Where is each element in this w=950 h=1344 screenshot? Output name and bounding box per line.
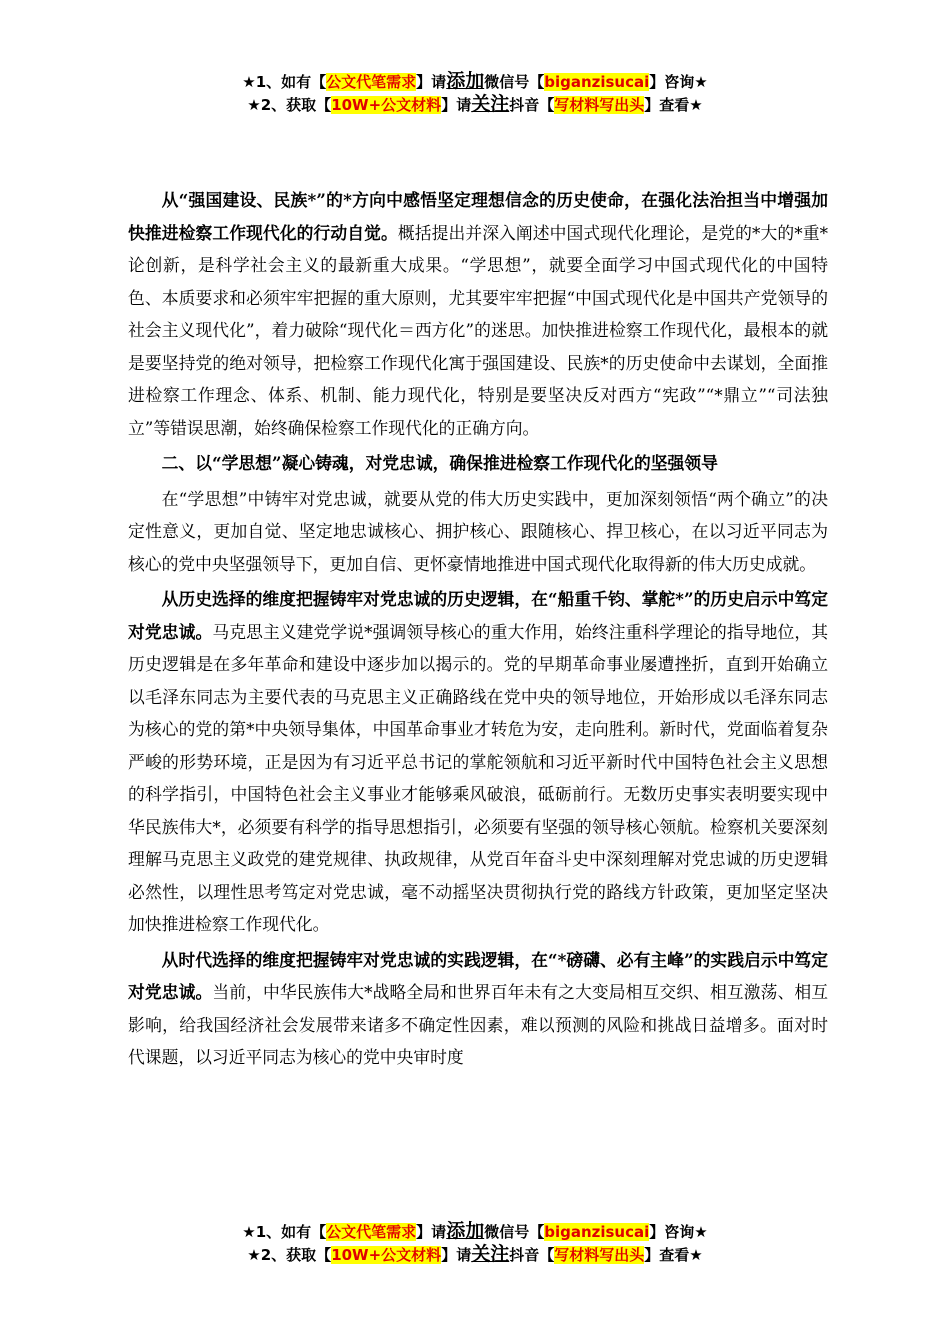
banner-text: ★1、如有【 [242,1223,327,1241]
highlight-materials: 10W+公文材料 [331,96,442,114]
banner-text: 】请 [416,73,447,91]
paragraph-text: 当前，中华民族伟大*战略全局和世界百年未有之大变局相互交织、相互激荡、相互影响，给我国经济社会发展带来诸多不确定性因素，难以预测的风险和挑战日益增多。面对时代课题，以习近平同志为核心的党中央审时度 [128,982,828,1067]
banner-line-2 [0,93,950,116]
paragraph [128,944,828,1074]
paragraph [128,583,828,941]
banner-text: 】请 [441,1246,472,1264]
banner-emphasis: 添加 [446,70,485,92]
paragraph-lead: 从“强国建设、民族*”的*方向中感悟坚定理想信念的历史使命，在强化法治担当中增强加快推进检察工作现代化的行动自觉。 [128,190,828,243]
footer-banner [0,1220,950,1266]
paragraph [128,483,828,581]
banner-line-2 [0,1243,950,1266]
banner-text: 】查看★ [644,1246,703,1264]
banner-text: 】查看★ [644,96,703,114]
paragraph-text: 在“学思想”中铸牢对党忠诚，就要从党的伟大历史实践中，更加深刻领悟“两个确立”的决定性意义，更加自觉、坚定地忠诚核心、拥护核心、跟随核心、捍卫核心，在以习近平同志为核心的党中央坚强领导下，更加自信、更怀豪情地推进中国式现代化取得新的伟大历史成就。 [128,488,828,574]
banner-text: 】咨询★ [649,73,708,91]
header-banner [0,70,950,116]
banner-text: 】咨询★ [649,1223,708,1241]
document-body [128,184,828,1074]
highlight-service: 公文代笔需求 [326,73,417,91]
paragraph-lead: 从历史选择的维度把握铸牢对党忠诚的历史逻辑，在“船重千钧、掌舵*”的历史启示中笃定对党忠诚。 [128,589,828,642]
highlight-service: 公文代笔需求 [326,1223,417,1241]
highlight-douyin: 写材料写出头 [554,1246,645,1264]
banner-text: 抖音【 [509,1246,555,1264]
paragraph-lead: 从时代选择的维度把握铸牢对党忠诚的实践逻辑，在“*磅礴、必有主峰”的实践启示中笃定对党忠诚。 [128,949,828,1002]
banner-text: 】请 [416,1223,447,1241]
highlight-materials: 10W+公文材料 [331,1246,442,1264]
banner-text: 】请 [441,96,472,114]
highlight-wechat-id: biganzisucai [544,1223,650,1241]
highlight-douyin: 写材料写出头 [554,96,645,114]
banner-emphasis: 关注 [471,1243,510,1265]
banner-text: ★2、获取【 [247,96,332,114]
banner-text: ★2、获取【 [247,1246,332,1264]
banner-emphasis: 关注 [471,93,510,115]
banner-emphasis: 添加 [446,1220,485,1242]
banner-text: ★1、如有【 [242,73,327,91]
banner-text: 微信号【 [484,1223,545,1241]
highlight-wechat-id: biganzisucai [544,73,650,91]
banner-line-1 [0,1220,950,1243]
paragraph [128,184,828,444]
banner-text: 抖音【 [509,96,555,114]
banner-line-1 [0,70,950,93]
paragraph-text: 马克思主义建党学说*强调领导核心的重大作用，始终注重科学理论的指导地位，其历史逻辑是在多年革命和建设中逐步加以揭示的。党的早期革命事业屡遭挫折，直到开始确立以毛泽东同志为主要代表的马克思主义正确路线在党中央的领导地位，开始形成以毛泽东同志为核心的党的第*中央领导集体，中国革命事业才转危为安，走向胜利。新时代，党面临着复杂严峻的形势环境，正是因为有习近平总书记的掌舵领航和习近平新时代中国特色社会主义思想的科学指引，中国特色社会主义事业才能够乘风破浪，砥砺前行。无数历史事实表明要实现中华民族伟大*，必须要有科学的指导思想指引，必须要有坚强的领导核心领航。检察机关要深刻理解马克思主义政党的建党规律、执政规律，从党百年奋斗史中深刻理解对党忠诚的历史逻辑必然性，以理性思考笃定对党忠诚，毫不动摇坚决贯彻执行党的路线方针政策，更加坚定坚决加快推进检察工作现代化。 [128,621,828,934]
paragraph-text: 概括提出并深入阐述中国式现代化理论，是党的*大的*重*论创新，是科学社会主义的最新重大成果。“学思想”，就要全面学习中国式现代化的中国特色、本质要求和必须牢牢把握的重大原则，尤其要牢牢把握“中国式现代化是中国共产党领导的社会主义现代化”，着力破除“现代化＝西方化”的迷思。加快推进检察工作现代化，最根本的就是要坚持党的绝对领导，把检察工作现代化寓于强国建设、民族*的历史使命中去谋划，全面推进检察工作理念、体系、机制、能力现代化，特别是要坚决反对西方“宪政”“*鼎立”“司法独立”等错误思潮，始终确保检察工作现代化的正确方向。 [128,222,828,438]
banner-text: 微信号【 [484,73,545,91]
section-heading: 二、以“学思想”凝心铸魂，对党忠诚，确保推进检察工作现代化的坚强领导 [161,453,718,473]
